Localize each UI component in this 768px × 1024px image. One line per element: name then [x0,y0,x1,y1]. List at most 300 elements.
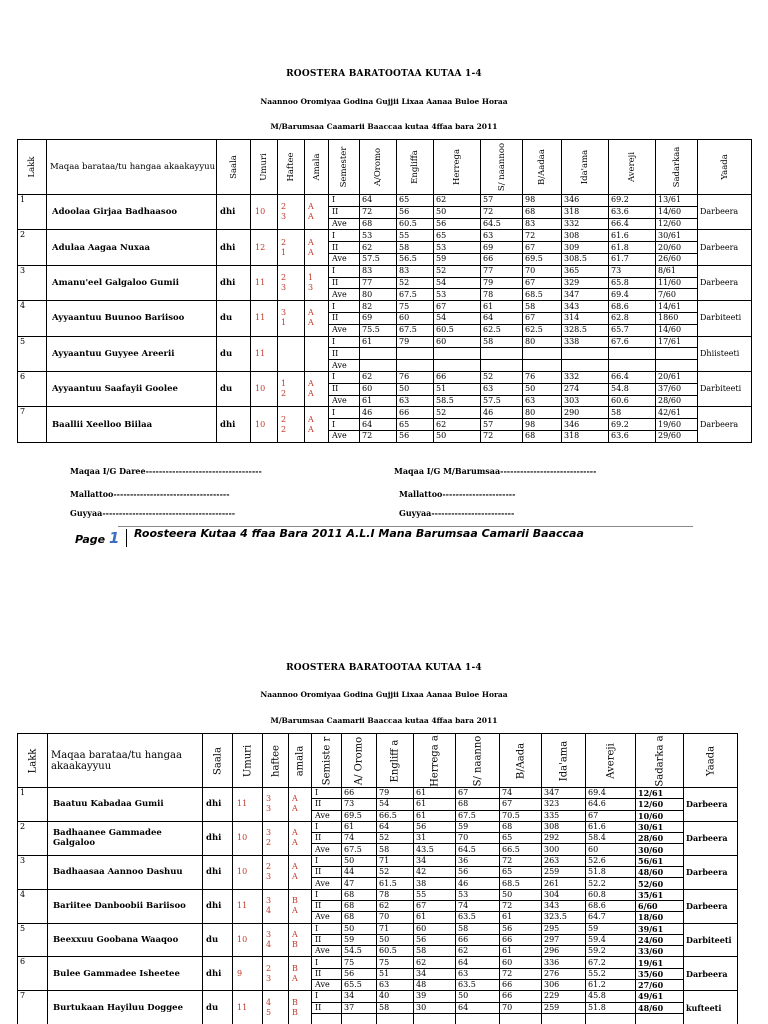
idaama-cell: 274 [562,383,609,395]
aoromo-cell: 67.5 [342,844,377,855]
avereji-cell: 61.6 [609,230,656,242]
herrega-cell: 53 [434,289,481,301]
naannoo-cell: 79 [481,277,523,289]
table-row [18,821,738,832]
aoromo-cell: 68 [342,889,377,900]
student-age: 10 [251,371,278,406]
avereji-cell: 61.8 [609,242,656,254]
naannoo-cell: 62.5 [481,324,523,336]
aoromo-cell: 72 [360,430,397,442]
aoromo-cell: 65.5 [342,980,377,991]
haftee-value: 1 [281,318,287,328]
avereji-cell: 59.4 [586,934,636,945]
haftee-cell [263,889,289,923]
herrega-cell: 67 [434,301,481,313]
aoromo-cell: 72 [360,206,397,218]
amala-cell [289,923,312,957]
aoromo-cell: 64 [360,419,397,431]
student-sex: dhi [203,821,233,855]
herrega-cell: 61 [414,799,456,810]
avereji-cell: 69.4 [609,289,656,301]
engliffa-cell: 65 [397,195,434,207]
avereji-cell: 61.2 [586,980,636,991]
sadarkaa-cell: 7/60 [656,289,698,301]
remark-cell: Darbiteeti [698,301,752,336]
row-number: 2 [18,821,48,855]
column-header-label: Avereji [627,151,637,183]
row-number: 4 [18,301,47,336]
herrega-cell [434,360,481,372]
student-age: 11 [251,265,278,300]
naannoo-cell: 57.5 [481,395,523,407]
avereji-cell: 61.6 [586,821,636,832]
engliffa-cell: 56 [397,430,434,442]
page-label: Page [75,533,106,546]
semester-cell: II [312,934,342,945]
column-header-label: S/ naanno [472,735,483,786]
aadaa-cell: 66 [500,980,542,991]
amala-value: A [308,379,314,389]
idaama-cell: 343 [542,900,586,911]
aoromo-cell: 62 [360,371,397,383]
semester-cell: Ave [329,253,360,265]
remark-cell: Darbeera [684,889,738,923]
aadaa-cell: 68.5 [523,289,562,301]
student-name: Burtukaan Hayiluu Doggee [48,991,203,1024]
aoromo-cell: 77 [360,277,397,289]
semester-cell: Ave [312,844,342,855]
aoromo-cell: 68 [342,900,377,911]
aadaa-cell: 67 [523,312,562,324]
student-age: 11 [251,336,278,371]
aoromo-cell: 37 [342,1002,377,1013]
table-row [18,788,738,799]
idaama-cell: 300 [542,844,586,855]
idaama-cell [542,1013,586,1024]
engliffa-cell: 52 [397,277,434,289]
page2-title: ROOSTERA BARATOOTAA KUTAA 1-4 [286,663,482,673]
idaama-cell: 336 [542,957,586,968]
student-sex: dhi [203,788,233,822]
avereji-cell: 52.2 [586,878,636,889]
column-header-label: Semiste r [321,736,332,785]
semester-cell: II [312,900,342,911]
aadaa-cell: 72 [500,855,542,866]
column-header-label: haftee [270,744,281,777]
engliffa-cell: 64 [377,821,414,832]
herrega-cell: 39 [414,991,456,1002]
aoromo-cell: 80 [360,289,397,301]
column-header-label: Ida'ama [558,740,569,781]
naannoo-cell [481,348,523,360]
student-name: Adulaa Aagaa Nuxaa [47,230,217,265]
row-number: 6 [18,371,47,406]
student-name: Baatuu Kabadaa Gumii [48,788,203,822]
herrega-cell: 42 [414,867,456,878]
haftee-value: 1 [281,379,287,389]
row-number: 2 [18,230,47,265]
column-header-label: Sadarkaa [671,146,682,188]
amala-cell [289,957,312,991]
aadaa-cell: 62.5 [523,324,562,336]
avereji-cell: 59 [586,923,636,934]
idaama-cell: 308 [562,230,609,242]
avereji-cell: 60.8 [586,889,636,900]
sadarkaa-cell: 28/60 [656,395,698,407]
page2-school-line: M/Barumsaa Caamarii Baaccaa kutaa 4ffaa bara 2011 [270,716,498,725]
sadarkaa-cell: 48/60 [636,1002,684,1013]
aoromo-cell: 75.5 [360,324,397,336]
avereji-cell: 66.4 [609,371,656,383]
semester-cell: II [312,833,342,844]
haftee-value: 3 [281,308,287,318]
engliffa-cell: 78 [377,889,414,900]
amala-value: A [292,794,298,804]
page1-school-line: M/Barumsaa Caamarii Baaccaa kutaa 4ffaa bara 2011 [270,122,498,131]
naannoo-cell: 64 [456,1002,500,1013]
amala-cell [305,301,329,336]
amala-value: B [292,997,298,1007]
avereji-cell: 67 [586,810,636,821]
aadaa-cell: 68 [523,430,562,442]
aadaa-cell: 61 [500,912,542,923]
student-age: 12 [251,230,278,265]
table-row [18,195,752,207]
semester-cell: I [312,889,342,900]
remark-cell: Darbeera [684,788,738,822]
naannoo-cell: 53 [456,889,500,900]
semester-cell: I [312,855,342,866]
student-sex: du [217,336,251,371]
aoromo-cell: 68 [360,218,397,230]
column-header [18,140,47,195]
idaama-cell: 318 [562,206,609,218]
semester-cell: II [329,348,360,360]
naannoo-cell: 58 [481,336,523,348]
semester-cell: Ave [329,289,360,301]
engliffa-cell: 50 [377,934,414,945]
column-header [481,140,523,195]
haftee-value: 3 [266,930,272,939]
sadarkaa-cell [656,360,698,372]
sadarkaa-cell [656,348,698,360]
column-header [263,734,289,788]
herrega-cell: 61 [414,912,456,923]
sadarkaa-cell: 28/60 [636,833,684,844]
student-sex: du [217,371,251,406]
column-header-label: Maqaa barataa/tu hangaa akaakayyuu [50,162,216,172]
idaama-cell: 335 [542,810,586,821]
column-header [233,734,263,788]
engliffa-cell: 58 [377,844,414,855]
naannoo-cell [481,360,523,372]
student-name: Bulee Gammadee Isheetee [48,957,203,991]
idaama-cell: 314 [562,312,609,324]
herrega-cell: 56 [414,821,456,832]
column-header-label: amala [294,745,306,776]
naannoo-cell: 67 [456,788,500,799]
student-name: Ayyaantuu Saafayii Goolee [47,371,217,406]
aoromo-cell: 73 [342,799,377,810]
engliffa-cell: 55 [397,230,434,242]
column-header [377,734,414,788]
column-header-label: B/Aadaa [537,149,547,185]
avereji-cell: 61.7 [609,253,656,265]
remark-cell: Darbeera [698,407,752,442]
semester-cell: Ave [329,430,360,442]
haftee-value: 2 [281,424,287,434]
column-header [542,734,586,788]
semester-cell: I [329,301,360,313]
semester-cell: I [312,923,342,934]
aoromo-cell [342,1013,377,1024]
haftee-value: 2 [281,237,287,247]
sadarkaa-cell: 17/61 [656,336,698,348]
semester-cell: Ave [312,810,342,821]
idaama-cell: 292 [542,833,586,844]
aadaa-cell: 66 [500,934,542,945]
column-header [217,140,251,195]
column-header-label: Saala [212,746,223,775]
herrega-cell: 62 [414,957,456,968]
sadarkaa-cell: 49/61 [636,991,684,1002]
haftee-value: 2 [281,272,287,282]
amala-cell [289,889,312,923]
sadarkaa-cell: 6/60 [636,900,684,911]
naannoo-cell: 46 [456,878,500,889]
amala-cell [289,788,312,822]
idaama-cell: 306 [542,980,586,991]
herrega-cell: 54 [434,277,481,289]
herrega-cell: 62 [434,195,481,207]
student-age: 11 [233,889,263,923]
column-header [329,140,360,195]
sadarkaa-cell: 30/61 [636,821,684,832]
amala-cell [305,230,329,265]
engliffa-cell: 79 [377,788,414,799]
idaama-cell: 346 [562,419,609,431]
aoromo-cell [360,360,397,372]
engliffa-cell: 65 [397,419,434,431]
herrega-cell: 52 [434,265,481,277]
haftee-cell [263,957,289,991]
engliffa-cell: 70 [377,912,414,923]
herrega-cell [414,1013,456,1024]
naannoo-cell: 64 [481,312,523,324]
aoromo-cell: 53 [360,230,397,242]
haftee-cell [278,265,305,300]
aadaa-cell: 60 [500,957,542,968]
herrega-cell: 50 [434,430,481,442]
column-header-label: Semester [339,146,349,188]
aadaa-cell: 66.5 [500,844,542,855]
engliffa-cell: 75 [397,301,434,313]
student-age: 10 [233,923,263,957]
sadarkaa-cell: 12/60 [656,218,698,230]
column-header-label: B/Aada [515,742,526,779]
aadaa-cell: 80 [523,407,562,419]
column-header [636,734,684,788]
avereji-cell: 51.8 [586,867,636,878]
sadarkaa-cell: 1860 [656,312,698,324]
engliffa-cell: 63 [377,980,414,991]
avereji-cell: 51.8 [586,1002,636,1013]
amala-value: B [292,940,298,949]
naannoo-cell: 68 [456,799,500,810]
aoromo-cell: 50 [342,923,377,934]
haftee-cell [278,230,305,265]
roster-table-page1 [17,139,752,443]
haftee-cell [278,371,305,406]
engliffa-cell: 58 [397,242,434,254]
signature-teacher-sign-line: Mallattoo----------------------------------- [70,489,230,499]
signature-director-name-line: Maqaa I/G M/Barumsaa----------------------------- [394,466,597,476]
row-number: 3 [18,855,48,889]
idaama-cell: 323.5 [542,912,586,923]
row-number: 3 [18,265,47,300]
aoromo-cell: 47 [342,878,377,889]
aoromo-cell: 83 [360,265,397,277]
engliffa-cell: 62 [377,900,414,911]
herrega-cell: 48 [414,980,456,991]
avereji-cell: 60 [586,844,636,855]
column-header [305,140,329,195]
remark-cell: Darbeera [698,230,752,265]
avereji-cell: 62.8 [609,312,656,324]
aoromo-cell [360,348,397,360]
idaama-cell: 347 [562,289,609,301]
avereji-cell: 54.8 [609,383,656,395]
amala-cell [305,265,329,300]
naannoo-cell: 78 [481,289,523,301]
column-header [312,734,342,788]
column-header [586,734,636,788]
herrega-cell: 34 [414,855,456,866]
remark-cell: kufteeti [684,991,738,1024]
semester-cell: II [312,799,342,810]
aoromo-cell: 61 [342,821,377,832]
amala-value: 3 [308,282,314,292]
haftee-cell [263,991,289,1024]
idaama-cell: 346 [562,195,609,207]
column-header [360,140,397,195]
aadaa-cell: 70 [523,265,562,277]
haftee-value: 3 [266,804,272,814]
herrega-cell: 60 [434,336,481,348]
column-header [289,734,312,788]
sadarkaa-cell: 13/61 [656,195,698,207]
haftee-cell [278,407,305,442]
aadaa-cell: 65 [500,867,542,878]
idaama-cell: 332 [562,218,609,230]
avereji-cell: 55.2 [586,968,636,979]
idaama-cell: 332 [562,371,609,383]
sadarkaa-cell: 14/61 [656,301,698,313]
semester-cell: Ave [329,360,360,372]
aadaa-cell: 80 [523,336,562,348]
idaama-cell: 318 [562,430,609,442]
amala-cell [289,991,312,1024]
column-header-label: Sadarka a [654,734,665,787]
naannoo-cell: 64 [456,957,500,968]
aadaa-cell: 63 [523,395,562,407]
idaama-cell: 308.5 [562,253,609,265]
column-header-label: Amala [311,153,322,181]
avereji-cell [609,348,656,360]
remark-cell: Dhiisteeti [698,336,752,371]
column-header [500,734,542,788]
avereji-cell: 58 [609,407,656,419]
semester-cell: II [329,383,360,395]
aoromo-cell: 59 [342,934,377,945]
naannoo-cell: 74 [456,900,500,911]
sadarkaa-cell: 12/60 [636,799,684,810]
aadaa-cell: 70 [500,1002,542,1013]
herrega-cell: 61 [414,810,456,821]
aoromo-cell: 46 [360,407,397,419]
haftee-value: 3 [281,212,287,222]
haftee-value: 2 [266,838,272,848]
amala-value: A [292,828,298,838]
haftee-value: 4 [266,940,272,949]
haftee-value: 4 [266,906,272,916]
column-header [251,140,278,195]
haftee-value: 3 [266,828,272,838]
sadarkaa-cell: 30/60 [636,844,684,855]
column-header-label: Yaada [705,745,716,776]
column-header [342,734,377,788]
table-row [18,371,752,383]
haftee-cell [263,788,289,822]
naannoo-cell: 72 [481,206,523,218]
herrega-cell: 66 [434,371,481,383]
aadaa-cell: 70.5 [500,810,542,821]
aoromo-cell: 60 [360,383,397,395]
aadaa-cell: 50 [500,889,542,900]
herrega-cell: 30 [414,1002,456,1013]
column-header [523,140,562,195]
semester-cell: Ave [329,395,360,407]
footer-page-label [75,529,119,547]
aadaa-cell [523,348,562,360]
naannoo-cell: 36 [456,855,500,866]
student-name: Beexxuu Goobana Waaqoo [48,923,203,957]
naannoo-cell: 63 [481,383,523,395]
row-number: 1 [18,788,48,822]
naannoo-cell: 52 [481,371,523,383]
aadaa-cell: 74 [500,788,542,799]
remark-cell: Darbiteeti [698,371,752,406]
table-row [18,855,738,866]
idaama-cell: 343 [562,301,609,313]
herrega-cell: 61 [414,788,456,799]
remark-cell: Darbeera [684,855,738,889]
naannoo-cell: 66 [481,253,523,265]
aoromo-cell: 56 [342,968,377,979]
sadarkaa-cell: 14/60 [656,324,698,336]
sadarkaa-cell [636,1013,684,1024]
sadarkaa-cell: 27/60 [636,980,684,991]
avereji-cell: 58.4 [586,833,636,844]
avereji-cell: 69.4 [586,788,636,799]
semester-cell: I [329,419,360,431]
remark-cell: Darbeera [698,265,752,300]
aadaa-cell: 67 [523,277,562,289]
sadarkaa-cell: 35/61 [636,889,684,900]
herrega-cell [434,348,481,360]
engliffa-cell: 54 [377,799,414,810]
column-header-label: Ida'ama [580,149,590,185]
